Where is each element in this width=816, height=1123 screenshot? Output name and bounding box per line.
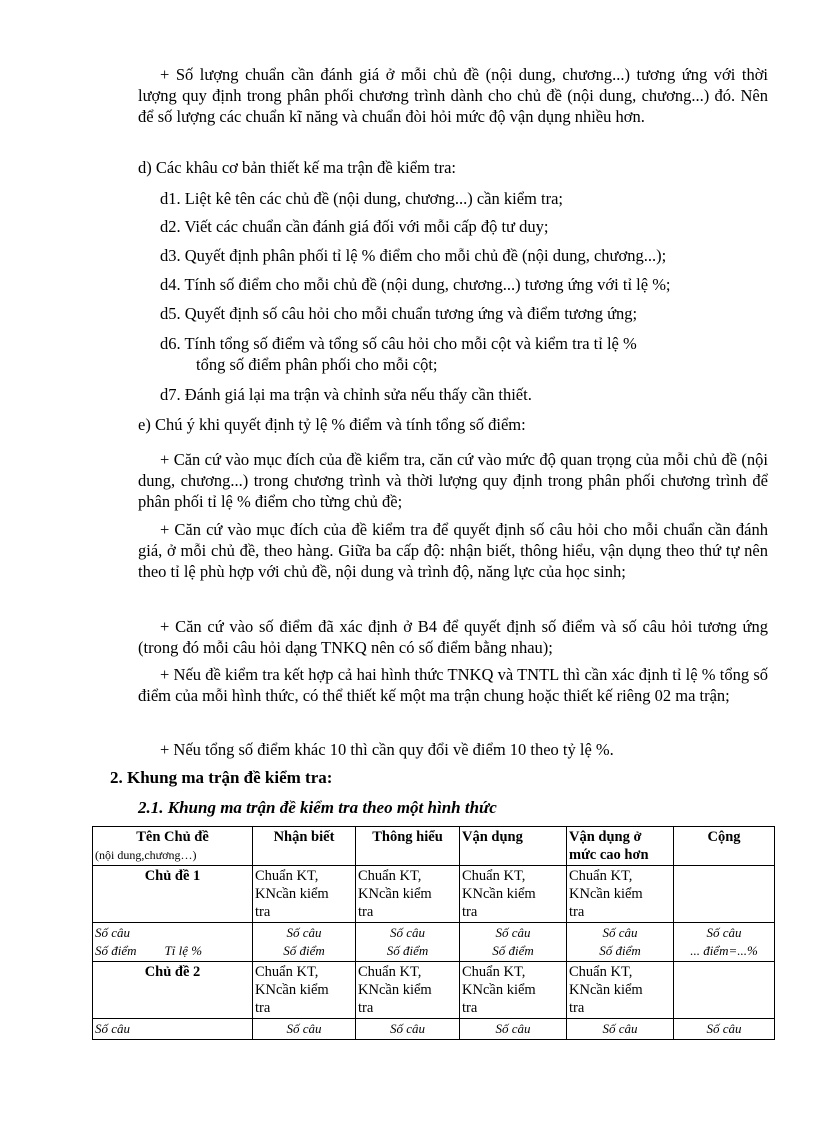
header-apply: Vận dụng (460, 827, 567, 866)
last-row-cell: Số câu (253, 1019, 356, 1040)
last-row-cell: Số câu (356, 1019, 460, 1040)
table-cell: Chuẩn KT, KNcần kiểm tra (253, 866, 356, 923)
counts-cell: Số câu Số điểm (356, 923, 460, 962)
table-cell: Chuẩn KT, KNcần kiểm tra (356, 866, 460, 923)
note-e5: + Nếu tổng số điểm khác 10 thì cần quy đổi về điểm 10 theo tỷ lệ %. (160, 740, 614, 759)
step-d1: d1. Liệt kê tên các chủ đề (nội dung, chương...) cần kiểm tra; (160, 189, 563, 208)
table-cell: Chuẩn KT, KNcần kiểm tra (356, 962, 460, 1019)
table-cell: Chuẩn KT, KNcần kiểm tra (460, 866, 567, 923)
counts-cell: Số câu Số điểm (253, 923, 356, 962)
table-row-topic2 (93, 962, 775, 1019)
last-row-cell: Số câu (567, 1019, 674, 1040)
last-row-label: Số câu (93, 1019, 253, 1040)
note-e1: + Căn cứ vào mục đích của đề kiểm tra, căn cứ vào mức độ quan trọng của mỗi chủ đề (nội dung, chương...) trong chương trình và thời lượng quy định trong phân phối chương trình để phân phối tỉ lệ % điểm cho từng chủ đề; (138, 450, 768, 511)
heading-e: e) Chú ý khi quyết định tỷ lệ % điểm và tính tổng số điểm: (138, 415, 526, 434)
table-cell: Chuẩn KT, KNcần kiểm tra (253, 962, 356, 1019)
note-e3: + Căn cứ vào số điểm đã xác định ở B4 để quyết định số điểm và số câu hỏi tương ứng (trong đó mỗi câu hỏi dạng TNKQ nên có số điểm bằng nhau); (138, 617, 768, 657)
header-total: Cộng (674, 827, 775, 866)
table-row-last (93, 1019, 775, 1040)
table-row-topic1 (93, 866, 775, 923)
topic-1-label: Chủ đề 1 (93, 866, 253, 923)
step-d4: d4. Tính số điểm cho mỗi chủ đề (nội dung, chương...) tương ứng với tỉ lệ %; (160, 275, 671, 294)
counts-cell: Số câu Số điểm (460, 923, 567, 962)
step-d3: d3. Quyết định phân phối tỉ lệ % điểm cho mỗi chủ đề (nội dung, chương...); (160, 246, 667, 265)
step-d7: d7. Đánh giá lại ma trận và chỉnh sửa nếu thấy cần thiết. (160, 385, 532, 404)
counts-cell: Số câu Số điểm (567, 923, 674, 962)
section-2-1-title: 2.1. Khung ma trận đề kiểm tra theo một hình thức (138, 798, 497, 817)
counts-label: Số câu Số điểm Tỉ lệ % (93, 923, 253, 962)
counts-total: Số câu ... điểm=...% (674, 923, 775, 962)
note-e4: + Nếu đề kiểm tra kết hợp cả hai hình thức TNKQ và TNTL thì cần xác định tỉ lệ % tổng số điểm của mỗi hình thức, có thể thiết kế một ma trận chung hoặc thiết kế riêng 02 ma trận; (138, 665, 768, 705)
header-understand: Thông hiểu (356, 827, 460, 866)
table-header-row (93, 827, 775, 866)
table-cell: Chuẩn KT, KNcần kiểm tra (567, 962, 674, 1019)
table-cell (674, 866, 775, 923)
matrix-table (92, 826, 775, 1040)
header-recognize: Nhận biết (253, 827, 356, 866)
table-cell: Chuẩn KT, KNcần kiểm tra (567, 866, 674, 923)
table-row-counts (93, 923, 775, 962)
section-2-title: 2. Khung ma trận đề kiểm tra: (110, 768, 333, 787)
note-e2: + Căn cứ vào mục đích của đề kiểm tra để quyết định số câu hỏi cho mỗi chuẩn cần đánh giá, ở mỗi chủ đề, theo hàng. Giữa ba cấp độ: nhận biết, thông hiểu, vận dụng theo thứ tự nên theo tỉ lệ phù hợp với chủ đề, nội dung và trình độ, năng lực của học sinh; (138, 520, 768, 581)
topic-2-label: Chủ đề 2 (93, 962, 253, 1019)
last-row-cell: Số câu (674, 1019, 775, 1040)
table-cell (674, 962, 775, 1019)
step-d6: d6. Tính tổng số điểm và tổng số câu hỏi cho mỗi cột và kiểm tra tỉ lệ % (160, 334, 637, 353)
paragraph-criteria-count: + Số lượng chuẩn cần đánh giá ở mỗi chủ đề (nội dung, chương...) tương ứng với thời lượng quy định trong phân phối chương trình dành cho chủ đề (nội dung, chương...) đó. Nên để số lượng các chuẩn kĩ năng và chuẩn đòi hỏi mức độ vận dụng nhiều hơn. (138, 65, 768, 126)
step-d5: d5. Quyết định số câu hỏi cho mỗi chuẩn tương ứng và điểm tương ứng; (160, 304, 638, 323)
header-topic: Tên Chủ đề (nội dung,chương…) (93, 827, 253, 866)
heading-d: d) Các khâu cơ bản thiết kế ma trận đề kiểm tra: (138, 158, 456, 177)
step-d6-cont: tổng số điểm phân phối cho mỗi cột; (196, 355, 438, 374)
step-d2: d2. Viết các chuẩn cần đánh giá đối với mỗi cấp độ tư duy; (160, 217, 549, 236)
header-apply-high: Vận dụng ở mức cao hơn (567, 827, 674, 866)
table-cell: Chuẩn KT, KNcần kiểm tra (460, 962, 567, 1019)
last-row-cell: Số câu (460, 1019, 567, 1040)
